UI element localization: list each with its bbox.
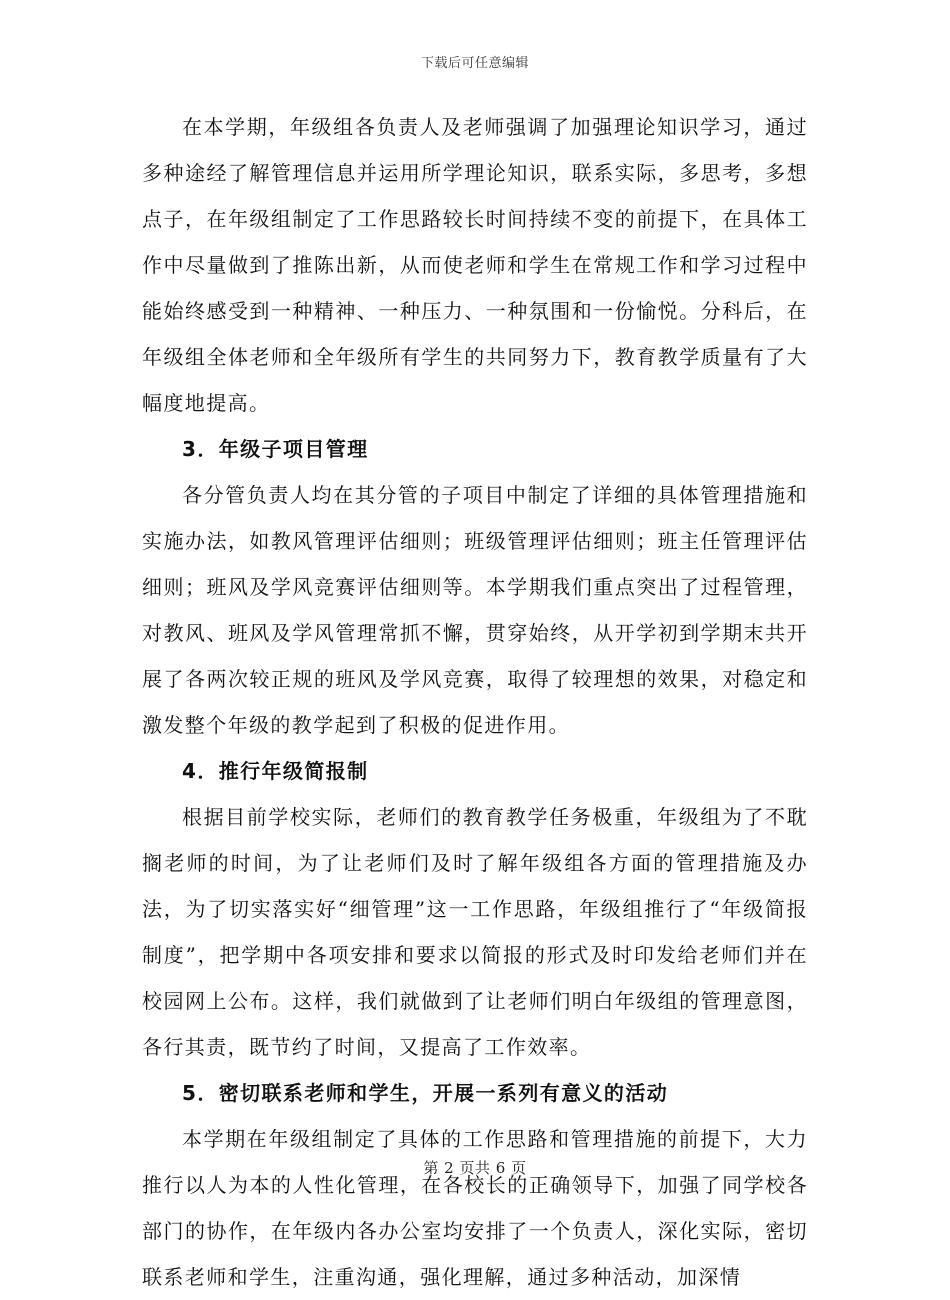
paragraph-activities: 本学期在年级组制定了具体的工作思路和管理措施的前提下，大力推行以人为本的人性化管理，在各校长的正确领导下，加强了同学校各部门的协作，在年级内各办公室均安排了一个负责人，深化实际，密切联系老师和学生，注重沟通，强化理解，通过多种活动，加深情 [142,1127,808,1289]
header-note: 下载后可任意编辑 [420,56,529,71]
section-heading-4: 4．推行年级简报制 [182,759,369,783]
page-number: 第 2 页共 6 页 [423,1159,527,1177]
section-heading-3: 3．年级子项目管理 [182,437,369,461]
section-heading-5: 5．密切联系老师和学生，开展一系列有意义的活动 [182,1081,669,1105]
document-body [142,104,808,1300]
paragraph-subproject-management: 各分管负责人均在其分管的子项目中制定了详细的具体管理措施和实施办法，如教风管理评估细则；班级管理评估细则；班主任管理评估细则；班风及学风竞赛评估细则等。本学期我们重点突出了过程管理，对教风、班风及学风管理常抓不懈，贯穿始终，从开学初到学期末共开展了各两次较正规的班风及学风竞赛，取得了较理想的效果，对稳定和激发整个年级的教学起到了积极的促进作用。 [142,483,808,737]
paragraph-theory-study: 在本学期，年级组各负责人及老师强调了加强理论知识学习，通过多种途经了解管理信息并运用所学理论知识，联系实际，多思考，多想点子，在年级组制定了工作思路较长时间持续不变的前提下，在具体工作中尽量做到了推陈出新，从而使老师和学生在常规工作和学习过程中能始终感受到一种精神、一种压力、一种氛围和一份愉悦。分科后，在年级组全体老师和全年级所有学生的共同努力下，教育教学质量有了大幅度地提高。 [142,115,808,415]
paragraph-bulletin-system: 根据目前学校实际，老师们的教育教学任务极重，年级组为了不耽搁老师的时间，为了让老师们及时了解年级组各方面的管理措施及办法，为了切实落实好“细管理”这一工作思路，年级组推行了“年级简报制度”，把学期中各项安排和要求以简报的形式及时印发给老师们并在校园网上公布。这样，我们就做到了让老师们明白年级组的管理意图，各行其责，既节约了时间，又提高了工作效率。 [142,805,808,1059]
